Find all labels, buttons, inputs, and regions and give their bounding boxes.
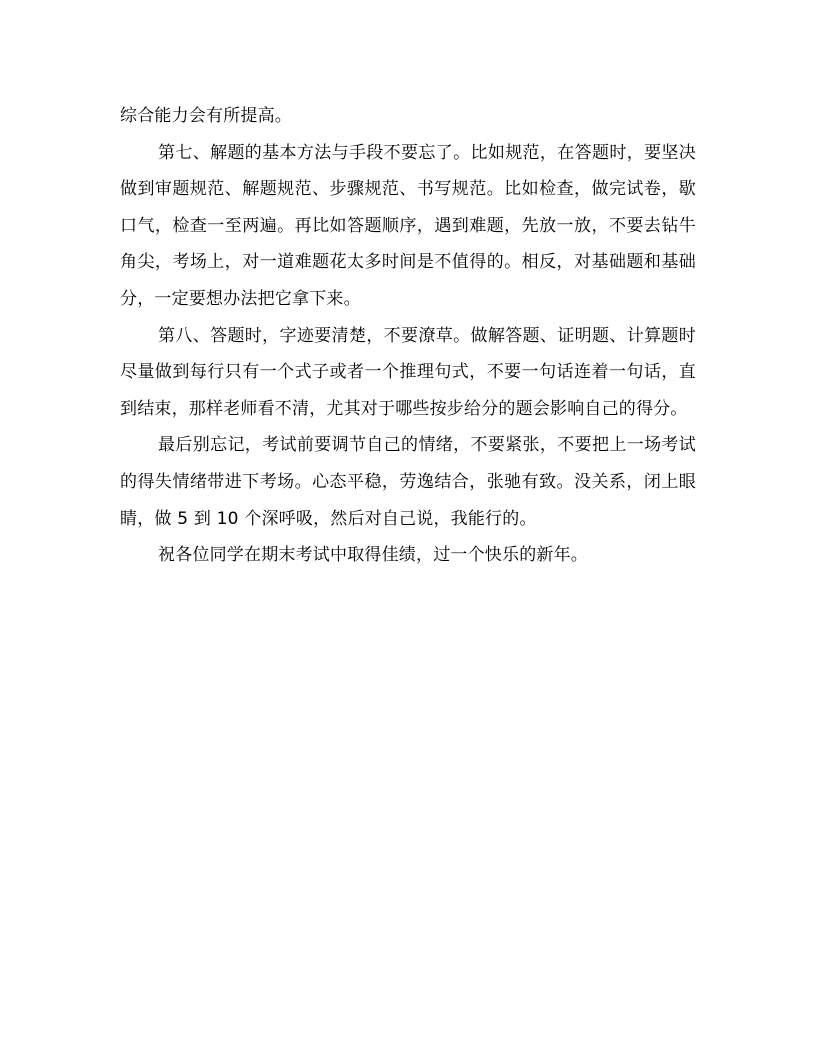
paragraph-final-reminder: 最后别忘记，考试前要调节自己的情绪，不要紧张，不要把上一场考试的得失情绪带进下考场。心态平稳，劳逸结合，张驰有致。没关系，闭上眼睛，做 5 到 10 个深呼吸，然后对自己说，我能行的。 [120,435,696,529]
document-page [120,98,696,574]
paragraph-seventh-point: 第七、解题的基本方法与手段不要忘了。比如规范，在答题时，要坚决做到审题规范、解题规范、步骤规范、书写规范。比如检查，做完试卷，歇口气，检查一至两遍。再比如答题顺序，遇到难题，先放一放，不要去钻牛角尖，考场上，对一道难题花太多时间是不值得的。相反，对基础题和基础分，一定要想办法把它拿下来。 [120,142,696,309]
paragraph-closing-wish: 祝各位同学在期末考试中取得佳绩，过一个快乐的新年。 [158,545,588,566]
paragraph-continuation: 综合能力会有所提高。 [120,106,292,126]
paragraph-eighth-point: 第八、答题时，字迹要清楚，不要潦草。做解答题、证明题、计算题时尽量做到每行只有一个式子或者一个推理句式，不要一句话连着一句话，直到结束，那样老师看不清，尤其对于哪些按步给分的题会影响自己的得分。 [120,325,696,419]
